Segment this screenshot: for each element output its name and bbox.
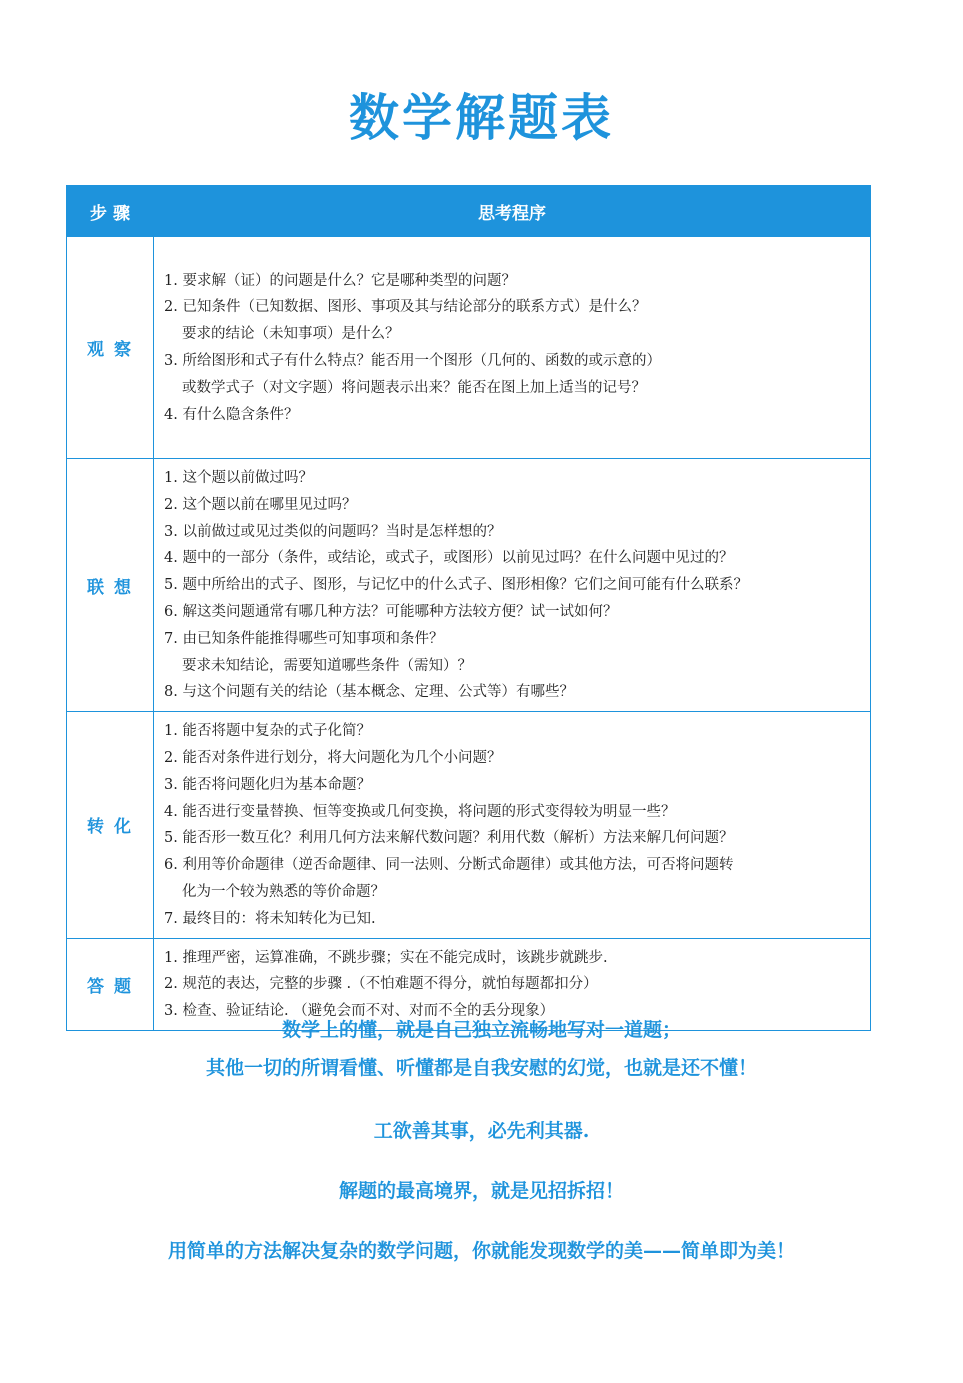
list-item: 3. 检查、验证结论. （避免会而不对、对而不全的丢分现象） (164, 1003, 555, 1020)
list-item: 2. 能否对条件进行划分，将大问题化为几个小问题？ (164, 749, 502, 766)
step-associate: 联 想 (67, 459, 154, 712)
list-item: 1. 能否将题中复杂的式子化简？ (164, 723, 371, 740)
step-transform: 转 化 (67, 712, 154, 938)
quote-line: 用简单的方法解决复杂的数学问题，你就能发现数学的美——简单即为美！ (167, 1240, 795, 1262)
step-answer: 答 题 (67, 938, 154, 1030)
list-item: 7. 由已知条件能推得哪些可知事项和条件？ (164, 630, 444, 647)
list-item: 要求的结论（未知事项）是什么？ (182, 326, 400, 343)
quote-highest-level (0, 1172, 963, 1210)
list-item: 或数学式子（对文字题）将问题表示出来？能否在图上加上适当的记号？ (182, 379, 646, 396)
table-header-row (67, 186, 871, 237)
process-associate (154, 459, 871, 712)
list-item: 4. 题中的一部分（条件，或结论，或式子，或图形）以前见过吗？在什么问题中见过的？ (164, 550, 734, 567)
quote-simplicity (0, 1232, 963, 1270)
list-item: 7. 最终目的：将未知转化为已知. (164, 910, 376, 927)
quote-tools (0, 1112, 963, 1150)
list-item: 5. 题中所给出的式子、图形，与记忆中的什么式子、图形相像？它们之间可能有什么联系？ (164, 577, 748, 594)
list-item: 3. 以前做过或见过类似的问题吗？当时是怎样想的？ (164, 523, 502, 540)
table-row-observe (67, 237, 871, 459)
list-item: 2. 已知条件（已知数据、图形、事项及其与结论部分的联系方式）是什么？ (164, 299, 647, 316)
list-item: 8. 与这个问题有关的结论（基本概念、定理、公式等）有哪些？ (164, 684, 574, 701)
list-item: 6. 利用等价命题律（逆否命题律、同一法则、分断式命题律）或其他方法，可否将问题转 (164, 857, 734, 874)
page-title: 数学解题表 (349, 89, 614, 147)
list-item: 4. 能否进行变量替换、恒等变换或几何变换，将问题的形式变得较为明显一些？ (164, 803, 676, 820)
table-row-transform (67, 712, 871, 938)
list-item: 1. 这个题以前做过吗？ (164, 470, 313, 486)
quote-line: 数学上的懂，就是自己独立流畅地写对一道题； (281, 1019, 681, 1041)
header-step: 步 骤 (67, 186, 154, 237)
quote-line: 工欲善其事，必先利其器. (373, 1120, 590, 1142)
list-item: 1. 推理严密，运算准确，不跳步骤；实在不能完成时，该跳步就跳步. (164, 949, 608, 966)
list-item: 3. 能否将问题化归为基本命题？ (164, 776, 371, 793)
list-item: 6. 解这类问题通常有哪几种方法？可能哪种方法较方便？试一试如何？ (164, 603, 618, 620)
list-item: 5. 能否形一数互化？利用几何方法来解代数问题？利用代数（解析）方法来解几何问题？ (164, 830, 734, 847)
problem-solving-table (66, 185, 871, 1031)
quote-line: 其他一切的所谓看懂、听懂都是自我安慰的幻觉，也就是还不懂！ (205, 1057, 757, 1079)
list-item: 3. 所给图形和式子有什么特点？能否用一个图形（几何的、函数的或示意的） (164, 353, 661, 369)
step-observe: 观 察 (67, 237, 154, 459)
quote-block-understanding (0, 1011, 963, 1087)
list-item: 化为一个较为熟悉的等价命题？ (182, 883, 385, 900)
header-process: 思考程序 (154, 186, 871, 237)
process-transform (154, 712, 871, 938)
quote-line: 解题的最高境界，就是见招拆招！ (338, 1180, 624, 1202)
table-row-associate (67, 459, 871, 712)
list-item: 4. 有什么隐含条件？ (164, 406, 299, 423)
list-item: 要求未知结论，需要知道哪些条件（需知）？ (182, 657, 472, 674)
list-item: 2. 规范的表达，完整的步骤 .（不怕难题不得分，就怕每题都扣分） (164, 976, 598, 993)
process-observe (154, 237, 871, 459)
list-item: 2. 这个题以前在哪里见过吗？ (164, 496, 357, 513)
list-item: 1. 要求解（证）的问题是什么？它是哪种类型的问题？ (164, 272, 516, 289)
